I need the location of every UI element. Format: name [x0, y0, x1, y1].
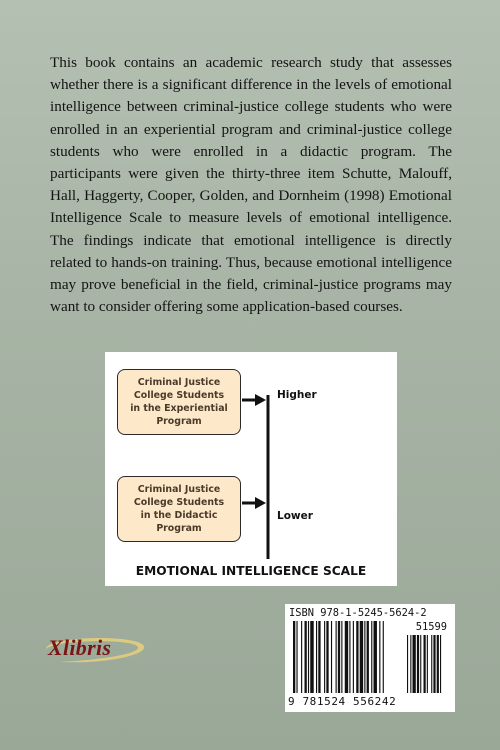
- experiential-program-box: [117, 369, 241, 435]
- price-code: 51599: [415, 621, 447, 633]
- isbn-text: ISBN 978-1-5245-5624-2: [289, 607, 427, 619]
- emotional-intelligence-diagram: [105, 352, 397, 586]
- publisher-logo: [40, 632, 150, 666]
- back-cover-blurb: This book contains an academic research study that assesses whether there is a significant difference in the levels of emotional intelligence between criminal-justice college students who were enrolled in an experiential program and criminal-justice college students who were enrolled in a didactic program. The participants were given the thirty-three item Schutte, Malouff, Hall, Haggerty, Cooper, Golden, and Dornheim (1998) Emotional Intelligence Scale to measure levels of emotional intelligence. The findings indicate that emotional intelligence is directly related to hands-on training. Thus, because emotional intelligence may prove beneficial in the field, criminal-justice programs may want to consider offering some application-based courses.: [50, 54, 452, 316]
- arrow-higher-head: [255, 394, 266, 406]
- didactic-program-box: [117, 476, 241, 542]
- isbn-barcode: [285, 604, 455, 712]
- experiential-program-label: Criminal Justice College Students in the Experiential Program: [130, 377, 228, 427]
- higher-label: Higher: [277, 389, 317, 401]
- scale-title: EMOTIONAL INTELLIGENCE SCALE: [135, 564, 367, 578]
- lower-label: Lower: [277, 510, 313, 522]
- publisher-name: Xlibris: [48, 635, 112, 660]
- barcode-digits: 9 781524 556242: [288, 695, 397, 708]
- arrow-lower-head: [255, 497, 266, 509]
- didactic-program-label: Criminal Justice College Students in the Didactic Program: [133, 484, 225, 534]
